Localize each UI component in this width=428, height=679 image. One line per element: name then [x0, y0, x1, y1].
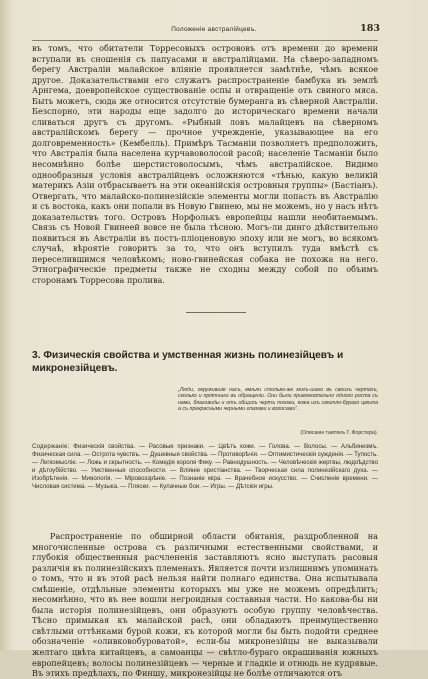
section-title: 3. Физическія свойства и умственная жизнь полинезійцевъ и микронезійцевъ.	[32, 350, 344, 374]
contents-label: Содержаніе:	[32, 443, 70, 450]
paragraph-2: Распространеніе по обширной области обитанія, раздробленной на многочисленные острова съ различными естественными свойствами, и глубокія общественныя расчлененія заставляютъ ясно выступать расовыя различія въ полинезійскихъ племенахъ. Является почти излишнимъ упоминать о томъ, что и въ этой расѣ нельзя найти полнаго единства. Она испытывала смѣшеніе, отдѣльные элементы которыхъ мы уже не можемъ опредѣлить; несомнѣнно, что въ нее вошли негроидныя составныя части. Но какова-бы ни была исторія полинезійцевъ, они образуютъ особую группу человѣчества. Тѣсно примыкая къ малайской расѣ, они обладаютъ преимущественно свѣтлыми оттѣнками бурой кожи, къ которой могли бы быть подойти среднее обозначеніе «оливковобуроватой», если-бы микронезійцы не выказывали желтаго цвѣта китайцевъ, а самоанцы — свѣтло-бураго окрашиванія южныхъ европейцевъ; волосы полинезійцевъ — черные и гладкіе и отнюдь не кудрявые. Въ этихъ предѣлахъ, по Финшу, микронезійцы не болѣе отличаются отъ	[32, 531, 378, 679]
paragraph-1: въ томъ, что обитатели Торресовыхъ острововъ отъ времени до времени вступали въ сношенія съ папуасами и австралійцами. На сѣверо-западномъ берегу Австраліи малайское вліяніе проявляется замѣтнѣе, чѣмъ всякое другое. Доказательствами его служатъ распространеніе бамбука въ землѣ Арнгема, доевропейское существованіе оспы и отвращеніе отъ свиного мяса. Быть можетъ, сюда же относится отсутствіе бумеранга въ сѣверной Австраліи. Безспорно, эти народы еще задолго до историческаго времени начали сливаться другъ съ другомъ. «Рыбный ловъ малайцевъ на сѣверномъ австралійскомъ берегу — прочное учрежденіе, указывающее на его долговременность» (Кембелль). Примѣръ Тасманіи позволяетъ предположить, что Австралія была населена курчавоволосой расой; населеніе Тасманіи было несомнѣнно болѣе шерстистоволосымъ, чѣмъ австралійское. Видимо однообразныя условія австралійцевъ осложняются «тѣнью, какую великій материкъ Азіи отбрасываетъ на эти океанійскія островныя группы» (Бастіанъ). Отвергать, что малайско-полинезійскіе элементы могли попасть въ Австралію и съ востока, какъ они попали въ Новую Гвинею, мы не можемъ, но у насъ нѣтъ доказательствъ того. Островъ Норфолькъ европейцы нашли необитаемымъ. Связь съ Новой Гвинеей вовсе не была тѣсною. Могъ-ли динго дѣйствительно появиться въ Австраліи въ постъ-пліоценовую эпоху или не могъ, во всякомъ случаѣ, вѣроятіе говоритъ за то, что онъ вступилъ туда вмѣстѣ съ переселившимся человѣкомъ; ново-гвинейская собака не похожа на него. Этнографическіе предметы также не сходны между собой по объимъ сторонамъ Торресова пролива.	[32, 43, 378, 286]
contents-text: Физическія свойства. — Расовые признаки. — Цвѣтъ кожи. — Голова. — Волосы. — Альбинизмъ. Физическая сила. — Острота чувствъ. — Душевныя свойства. — Противорѣчія. — Оптимистическія сужденія. — Тупость. — Легкомысліе. — Ложь и скрытность. — Комедія короля Фику. — Равнодушность. — Человѣческія жертвы, людоѣдство и дѣтоубійство. — Умственныя способности. — Вліяніе христіанства. — Творческая сила полинезійскаго духа. — Изобрѣтенія. — Миѳологія. — Міровоззрѣніе. — Познаніе міра. — Врачебное искусство. — Счисленіе времени. — Числовая система. — Музыка. — Пляски. — Кулачные бои. — Игры. — Дѣтскія игры.	[32, 443, 378, 490]
running-head: Положеніе австралійцевъ.	[171, 26, 257, 33]
epigraph: „Люди, окружившіе насъ, вмѣли столько-же могъ-шаго въ своихъ чертахъ, сколько и пріятнаго въ обращеніи. Они были привлекательно одного роста съ нами, благовиды и отъ общихъ чертъ похожи, кожа ихъ свѣтло-бураго цвѣта а съ прекрасными черными глазами и волосами“.	[178, 387, 378, 412]
section-contents	[32, 443, 378, 490]
section-divider	[186, 312, 246, 313]
page-header	[0, 23, 428, 37]
page-number: 183	[360, 23, 380, 34]
epigraph-source: (Описаніе таитянъ Г. Форстера).	[300, 430, 378, 436]
header-rule	[32, 40, 378, 41]
